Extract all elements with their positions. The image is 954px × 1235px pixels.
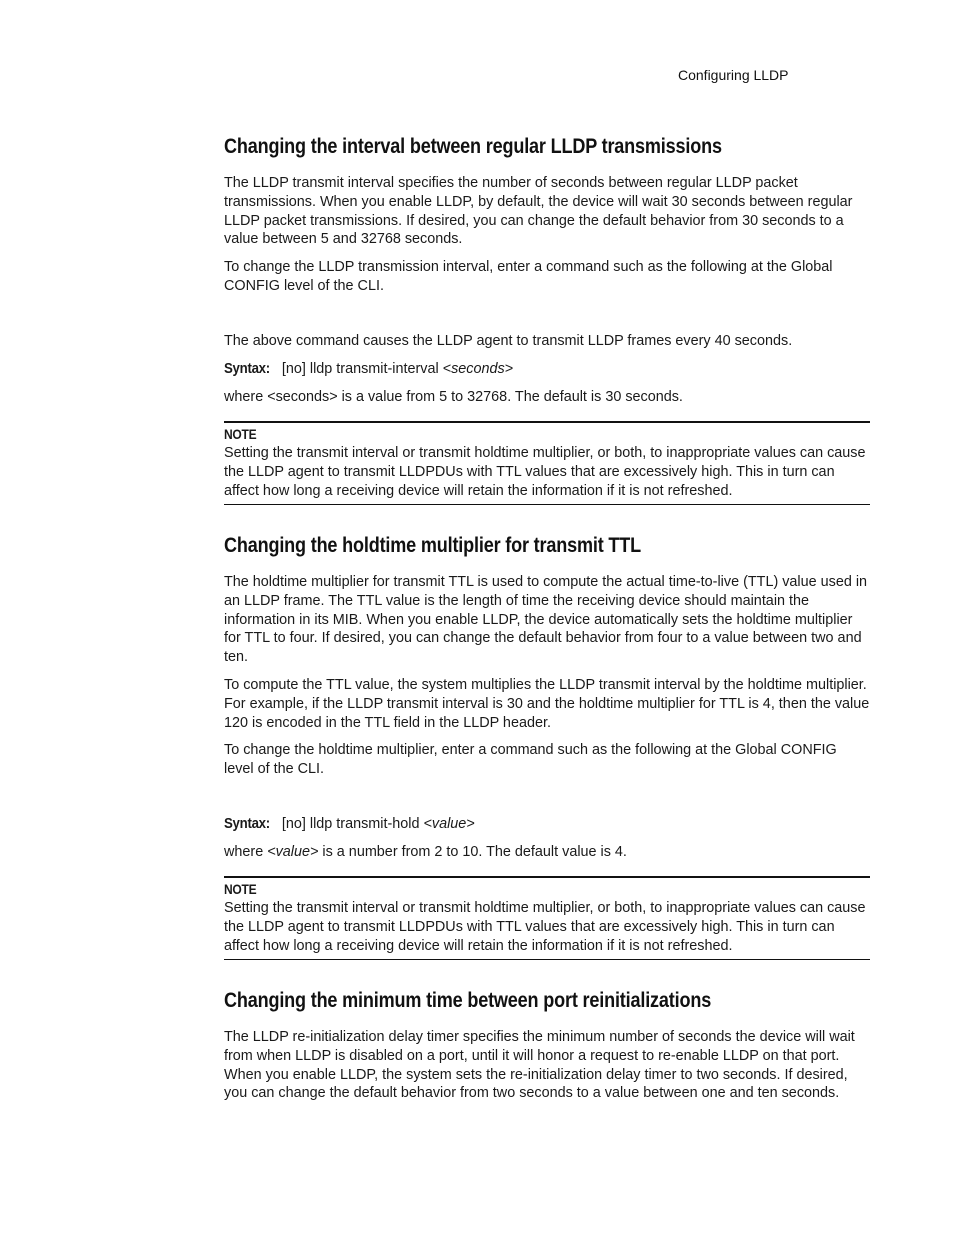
syntax-label: Syntax: [224,816,270,832]
where-line [224,843,870,862]
note-label: NOTE [224,426,257,442]
paragraph: The LLDP re-initialization delay timer specifies the minimum number of seconds the device will wait from when LLDP is disabled on a port, until it will honor a request to re-enable LLDP on that port. When you enable LLDP, the system sets the re-initialization delay timer to two seconds. If desired, you can change the default behavior from two seconds to a value between one and ten seconds. [224,1029,855,1102]
syntax-command: lldp transmit-hold [309,816,420,832]
note-box [224,421,870,505]
syntax-label: Syntax: [224,361,270,377]
note-box [224,876,870,960]
section-heading-transmit-interval: Changing the interval between regular LLDP transmissions [224,135,722,158]
syntax-no: [no] [281,361,306,377]
paragraph: where <seconds> is a value from 5 to 32768. The default is 30 seconds. [224,389,683,405]
where-argument: <value> [267,844,319,860]
section-heading-holdtime-multiplier: Changing the holdtime multiplier for transmit TTL [224,534,641,557]
paragraph: To change the holdtime multiplier, enter a command such as the following at the Global CONFIG level of the CLI. [224,742,837,777]
where-prefix: where [224,844,268,860]
note-label: NOTE [224,881,257,897]
syntax-line [224,815,870,834]
syntax-command: lldp transmit-interval [309,361,439,377]
where-suffix: is a number from 2 to 10. The default value is 4. [318,844,627,860]
section-heading-reinit-delay: Changing the minimum time between port reinitializations [224,989,712,1012]
syntax-argument: <seconds> [442,361,514,377]
running-header: Configuring LLDP [678,67,789,83]
paragraph: The LLDP transmit interval specifies the number of seconds between regular LLDP packet transmissions. When you enable LLDP, by default, the device will wait 30 seconds between regular LLDP packet transmissions. If desired, you can change the default behavior from 30 seconds to a value between 5 and 32768 seconds. [224,175,853,248]
note-text: Setting the transmit interval or transmit holdtime multiplier, or both, to inappropriate values can cause the LLDP agent to transmit LLDPDUs with TTL values that are excessively high. This in turn can affect how long a receiving device will retain the information if it is not refreshed. [224,445,866,499]
note-text: Setting the transmit interval or transmit holdtime multiplier, or both, to inappropriate values can cause the LLDP agent to transmit LLDPDUs with TTL values that are excessively high. This in turn can affect how long a receiving device will retain the information if it is not refreshed. [224,900,866,954]
paragraph: The above command causes the LLDP agent to transmit LLDP frames every 40 seconds. [224,333,793,349]
syntax-no: [no] [281,816,306,832]
syntax-argument: <value> [423,816,475,832]
paragraph: The holdtime multiplier for transmit TTL is used to compute the actual time-to-live (TTL) value used in an LLDP frame. The TTL value is the length of time the receiving device should maintain the information in its MIB. When you enable LLDP, the device automatically sets the holdtime multiplier for TTL to four. If desired, you can change the default behavior from four to a value between two and ten. [224,574,868,666]
paragraph: To compute the TTL value, the system multiplies the LLDP transmit interval by the holdtime multiplier. For example, if the LLDP transmit interval is 30 and the holdtime multiplier for TTL is 4, then the value 120 is encoded in the TTL field in the LLDP header. [224,677,870,731]
syntax-line [224,360,870,379]
paragraph: To change the LLDP transmission interval, enter a command such as the following at the Global CONFIG level of the CLI. [224,259,833,294]
